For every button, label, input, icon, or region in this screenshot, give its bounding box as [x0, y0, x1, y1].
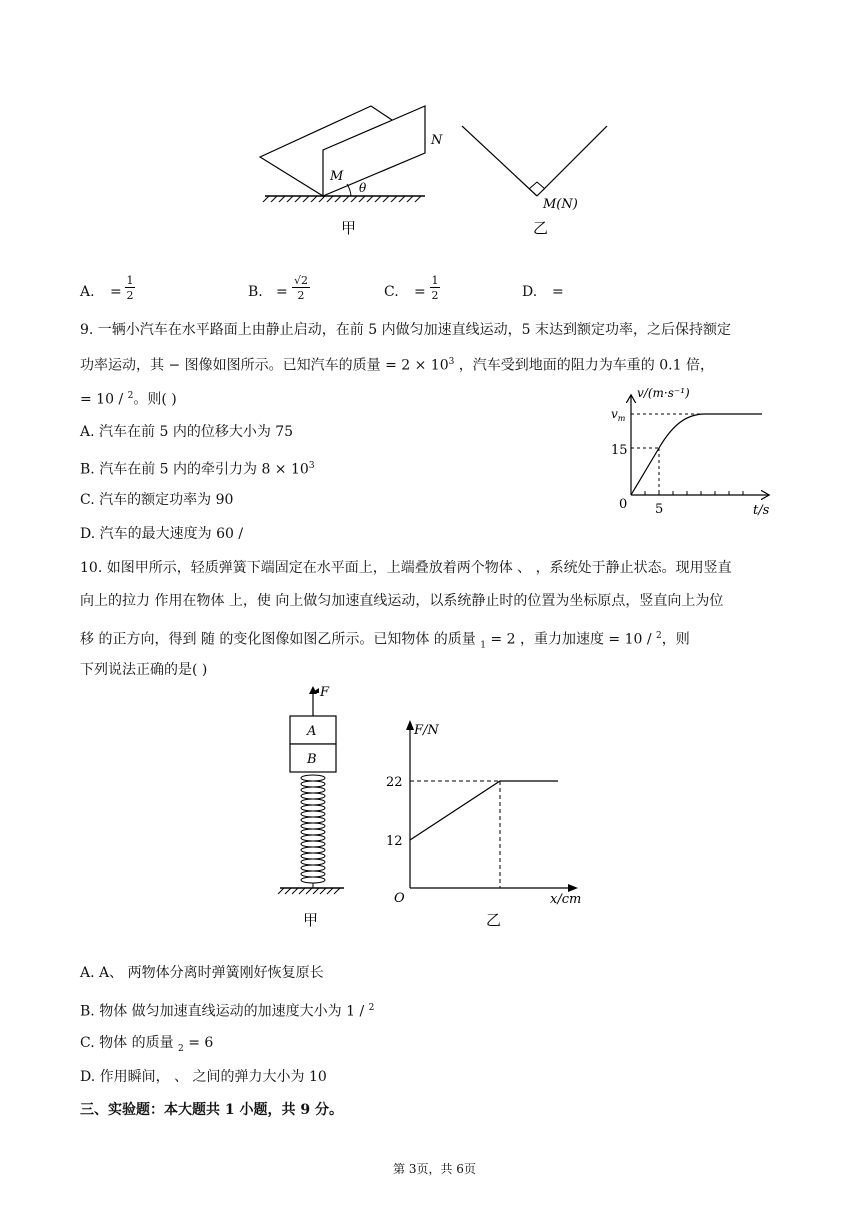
q8-option-a-num: 1 — [126, 274, 134, 287]
q10-fx-line — [410, 781, 558, 840]
q10-option-d: D. 作用瞬间， 、 之间的弹力大小为 10 — [80, 1069, 327, 1085]
q9-line-3: = 10 / $^2$。则( ) — [80, 391, 177, 408]
q10-figure-spring — [270, 682, 370, 932]
caption-yi: 乙 — [533, 219, 549, 237]
label-M: M — [330, 169, 344, 184]
q10-line-2: 向上的拉力 作用在物体 上，使 向上做匀加速直线运动，以系统静止时的位置为坐标原点，竖直向上为位 — [80, 593, 724, 609]
q10-option-c: C. 物体 的质量 $_2$ = 6 — [80, 1035, 214, 1054]
q8-option-c-eq: = — [414, 284, 426, 300]
q8-option-a-prefix: A. — [80, 284, 95, 300]
label-force-F: F — [320, 685, 330, 700]
q9-option-d: D. 汽车的最大速度为 60 / — [80, 526, 244, 542]
q8-option-a-eq: = — [110, 284, 122, 300]
q8-option-c-prefix: C. — [384, 284, 399, 300]
q10-fx-chart — [382, 712, 602, 932]
q8-option-b-den: 2 — [297, 289, 305, 302]
label-theta: θ — [359, 181, 367, 195]
q8-option-d-eq: = — [552, 284, 564, 300]
section-3-heading: 三、实验题：本大题共 1 小题，共 9 分。 — [80, 1102, 343, 1118]
q10-option-b: B. 物体 做匀加速直线运动的加速度大小为 1 / $^2$ — [80, 1003, 375, 1020]
q9-option-c: C. 汽车的额定功率为 90 — [80, 492, 234, 508]
page-footer: 第 3页，共 6页 — [393, 1162, 476, 1176]
q10-option-a: A. A、 两物体分离时弹簧刚好恢复原长 — [80, 965, 324, 981]
spring — [301, 775, 325, 883]
q8-option-d-prefix: D. — [522, 284, 538, 300]
q9-vt-curve — [631, 414, 762, 495]
q10-tick-12: 12 — [386, 834, 403, 849]
q10-caption-jia: 甲 — [303, 911, 319, 929]
q8-option-b-eq: = — [276, 284, 288, 300]
q9-tick-5: 5 — [655, 502, 664, 517]
label-B: B — [307, 752, 317, 767]
caption-jia: 甲 — [341, 219, 357, 237]
q9-option-b: B. 汽车在前 5 内的牵引力为 $8 \times 10^3$ — [80, 461, 315, 478]
q9-tick-15: 15 — [611, 443, 628, 458]
q9-vt-chart — [605, 382, 785, 522]
q9-line-1: 9. 一辆小汽车在水平路面上由静止启动，在前 5 内做匀加速直线运动，5 末达到额定功率，之后保持额定 — [80, 322, 731, 338]
q8-option-a-den: 2 — [126, 289, 134, 302]
label-MN: M(N) — [543, 197, 578, 212]
q9-option-a: A. 汽车在前 5 内的位移大小为 75 — [80, 424, 294, 440]
q9-origin: 0 — [619, 497, 628, 512]
q8-option-b-num: √2 — [293, 274, 308, 287]
q10-y-label: F/N — [414, 723, 439, 738]
q10-origin: O — [394, 891, 405, 906]
q10-caption-yi: 乙 — [486, 911, 502, 929]
q8-option-c-num: 1 — [431, 274, 439, 287]
q8-option-b-prefix: B. — [248, 284, 263, 300]
q10-line-4: 下列说法正确的是( ) — [80, 662, 208, 678]
q9-vm-label: $v_m$ — [611, 407, 626, 423]
q8-option-c-den: 2 — [431, 289, 439, 302]
q9-line-2: 功率运动，其 − 图像如图所示。已知汽车的质量 = $2 \times 10^3$ ，汽车受到地面的阻力为车重的 0.1 倍， — [80, 357, 714, 374]
q10-line-1: 10. 如图甲所示，轻质弹簧下端固定在水平面上，上端叠放着两个物体 、 ，系统处于静止状态。现用竖直 — [80, 560, 732, 576]
q9-y-label: v/(m·s⁻¹) — [637, 386, 690, 400]
label-A: A — [307, 724, 317, 739]
label-N: N — [431, 133, 443, 148]
q10-line-3: 移 的正方向，得到 随 的变化图像如图乙所示。已知物体 的质量 $_1$ = 2 ，重力加速度 = 10 / $^2$，则 — [80, 631, 690, 651]
q10-x-label: x/cm — [550, 892, 582, 907]
q10-tick-22: 22 — [386, 775, 403, 790]
q9-x-label: t/s — [753, 503, 770, 518]
figure-q8 — [255, 100, 625, 245]
